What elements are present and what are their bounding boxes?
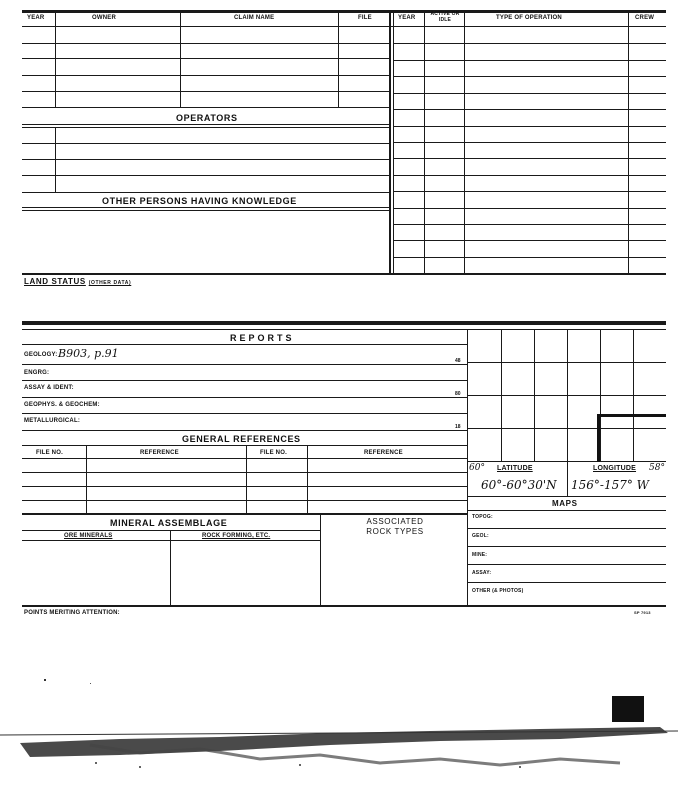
- grid-marker-top: [597, 414, 666, 417]
- header-active-or-idle: ACTIVE OR IDLE: [430, 11, 460, 23]
- maps-geol-label: GEOL:: [472, 533, 489, 539]
- gr-reference-1: REFERENCE: [140, 450, 179, 456]
- maps-mine-label: MINE:: [472, 552, 488, 558]
- header-year: YEAR: [27, 15, 45, 21]
- mineral-assemblage-heading: MINERAL ASSEMBLAGE: [110, 518, 228, 528]
- operators-heading: OPERATORS: [176, 113, 238, 123]
- maps-topog-label: TOPOG:: [472, 514, 493, 520]
- header-owner: OWNER: [92, 15, 116, 21]
- maps-assay-label: ASSAY:: [472, 570, 492, 576]
- longitude-value: 156°-157° W: [571, 478, 650, 492]
- header-crew: CREW: [635, 15, 655, 21]
- reports-num-3: 18: [455, 424, 461, 430]
- header-type-of-operation: TYPE OF OPERATION: [496, 15, 562, 21]
- maps-heading: MAPS: [552, 499, 578, 508]
- reports-heading: REPORTS: [230, 333, 295, 343]
- land-status-label: [24, 277, 131, 286]
- other-persons-heading: OTHER PERSONS HAVING KNOWLEDGE: [102, 196, 297, 206]
- rock-types-label: ROCK TYPES: [366, 527, 424, 536]
- header-year-2: YEAR: [398, 15, 416, 21]
- geology-value: B903, p.91: [58, 347, 119, 360]
- geology-label: GEOLOGY:: [24, 352, 58, 358]
- grid-marker: [597, 414, 600, 462]
- corner-right-value: 58°: [649, 463, 665, 473]
- gr-file-no-2: FILE NO.: [260, 450, 287, 456]
- reports-num-1: 48: [455, 358, 461, 364]
- latitude-label: LATITUDE: [497, 465, 533, 472]
- ore-minerals-label: ORE MINERALS: [64, 533, 113, 539]
- rock-forming-label: ROCK FORMING, ETC.: [202, 533, 271, 539]
- land-status-sub: (OTHER DATA): [88, 280, 132, 286]
- general-references-heading: GENERAL REFERENCES: [182, 434, 301, 444]
- assay-ident-label: ASSAY & IDENT:: [24, 385, 74, 391]
- metallurgical-label: METALLURGICAL:: [24, 418, 81, 424]
- longitude-label: LONGITUDE: [593, 465, 637, 472]
- header-claim-name: CLAIM NAME: [234, 15, 275, 21]
- engrg-label: ENGRG:: [24, 370, 50, 376]
- geophys-label: GEOPHYS. & GEOCHEM:: [24, 402, 100, 408]
- scan-edge-noise: [0, 715, 678, 775]
- form-number: SP 7913: [634, 610, 651, 615]
- reports-num-2: 80: [455, 391, 461, 397]
- land-status-text: LAND STATUS: [24, 277, 86, 286]
- latitude-value: 60°-60°30'N: [481, 478, 557, 492]
- gr-reference-2: REFERENCE: [364, 450, 403, 456]
- points-meriting-attention: POINTS MERITING ATTENTION:: [24, 610, 120, 616]
- gr-file-no-1: FILE NO.: [36, 450, 63, 456]
- maps-other-label: OTHER (& PHOTOS): [472, 588, 524, 594]
- associated-label: ASSOCIATED: [366, 517, 424, 526]
- header-file: FILE: [358, 15, 372, 21]
- corner-left-value: 60°: [469, 463, 485, 473]
